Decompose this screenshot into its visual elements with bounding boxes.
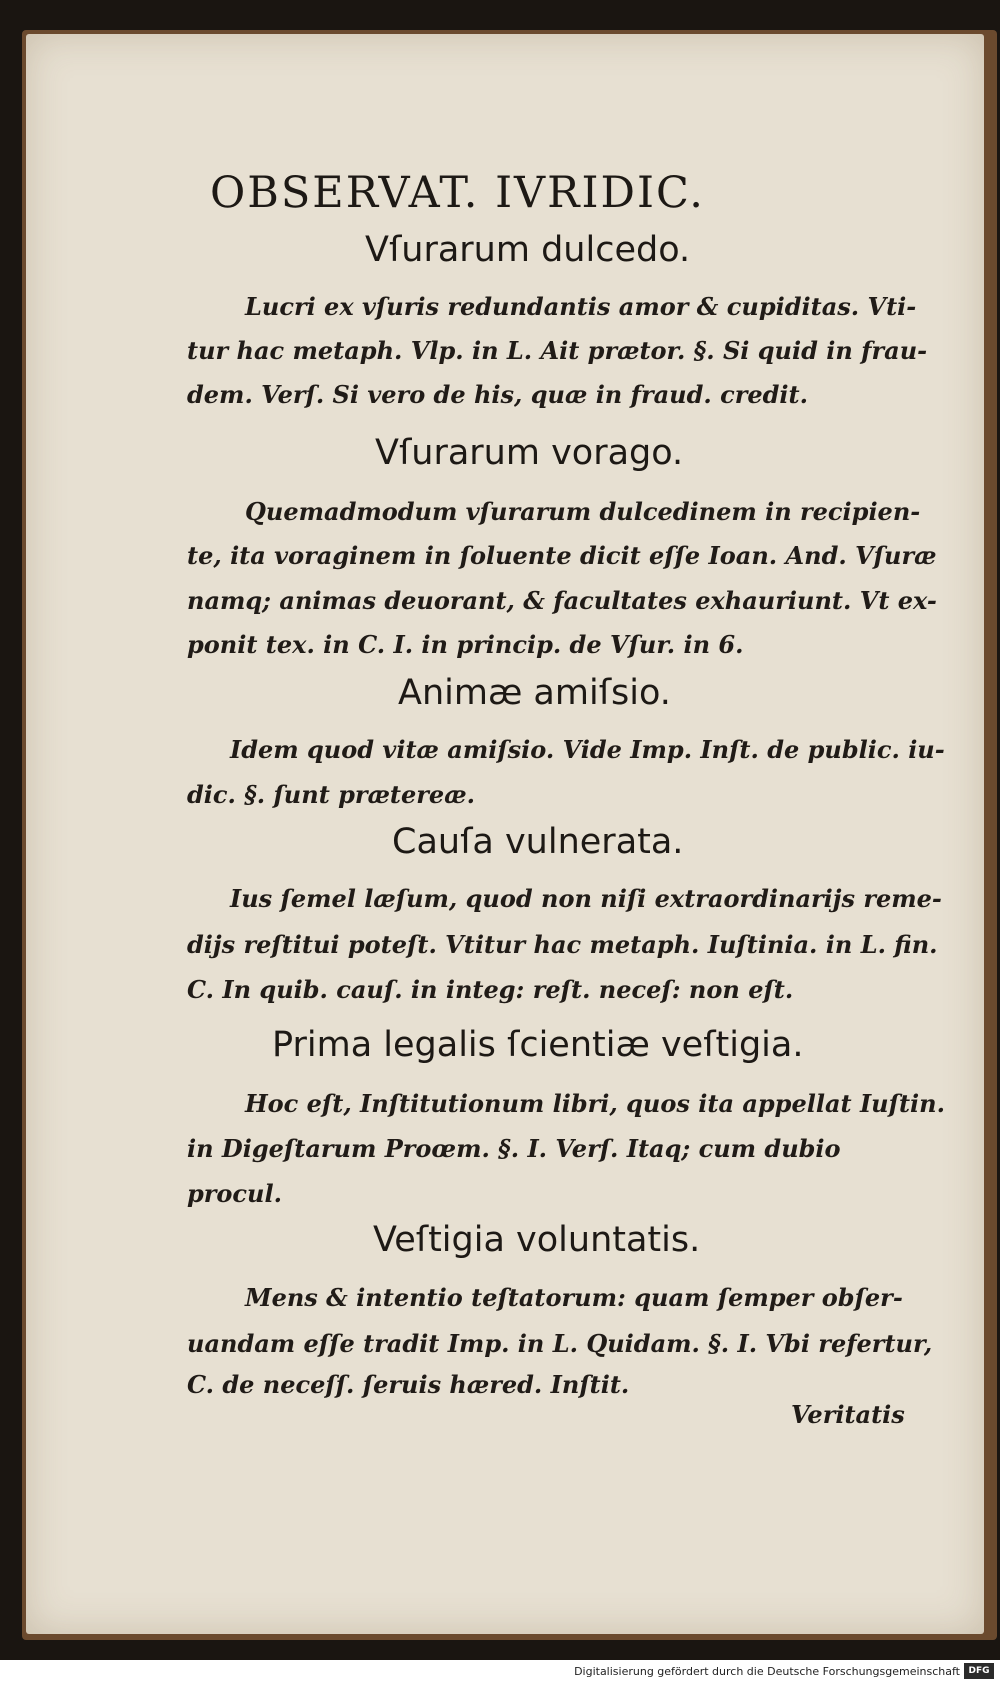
entry-text-line: dem. Verſ. Si vero de his, quæ in fraud. credit. (187, 380, 808, 409)
catchword: Veritatis (791, 1400, 905, 1429)
entry-text-line: procul. (187, 1179, 282, 1208)
entry-text-line: in Digeſtarum Proœm. §. I. Verſ. Itaq; cum dubio (187, 1134, 841, 1163)
entry-text-line: dic. §. ſunt prætereæ. (187, 780, 475, 809)
entry-text-line: Idem quod vitæ amiſsio. Vide Imp. Inſt. de public. iu- (230, 735, 945, 764)
entry-heading: Cauſa vulnerata. (392, 822, 684, 862)
entry-text-line: C. In quib. cauſ. in integ: reſt. neceſ: non eſt. (187, 975, 794, 1004)
running-head: OBSERVAT. IVRIDIC. (210, 168, 705, 218)
entry-text-line: dijs reſtitui poteſt. Vtitur hac metaph. Iuſtinia. in L. fin. (187, 930, 938, 959)
entry-text-line: Hoc eſt, Inſtitutionum libri, quos ita appellat Iuſtin. (245, 1089, 945, 1118)
entry-text-line: tur hac metaph. Vlp. in L. Ait prætor. §. Si quid in frau- (187, 336, 928, 365)
entry-heading: Vſurarum vorago. (375, 433, 684, 473)
entry-heading: Vſurarum dulcedo. (365, 230, 691, 270)
entry-text-line: ponit tex. in C. I. in princip. de Vſur. in 6. (187, 630, 744, 659)
entry-text-line: uandam eſſe tradit Imp. in L. Quidam. §. I. Vbi refertur, (187, 1329, 933, 1358)
funding-credit: Digitalisierung gefördert durch die Deutsche Forschungsgemeinschaft (574, 1665, 960, 1678)
entry-text-line: Lucri ex vſuris redundantis amor & cupiditas. Vti- (245, 292, 917, 321)
dfg-logo: DFG (964, 1663, 994, 1679)
entry-text-line: Quemadmodum vſurarum dulcedinem in recipien- (245, 497, 921, 526)
entry-heading: Prima legalis ſcientiæ veſtigia. (272, 1025, 804, 1065)
entry-text-line: C. de neceſſ. ſeruis hæred. Inſtit. (187, 1370, 630, 1399)
entry-text-line: Ius ſemel læſum, quod non niſi extraordinarijs reme- (230, 884, 942, 913)
entry-heading: Animæ amiſsio. (398, 673, 671, 713)
entry-heading: Veſtigia voluntatis. (373, 1220, 701, 1260)
entry-text-line: namq; animas deuorant, & facultates exhauriunt. Vt ex- (187, 586, 937, 615)
entry-text-line: te, ita voraginem in ſoluente dicit eſſe Ioan. And. Vſuræ (187, 541, 937, 570)
entry-text-line: Mens & intentio teſtatorum: quam ſemper obſer- (245, 1283, 903, 1312)
